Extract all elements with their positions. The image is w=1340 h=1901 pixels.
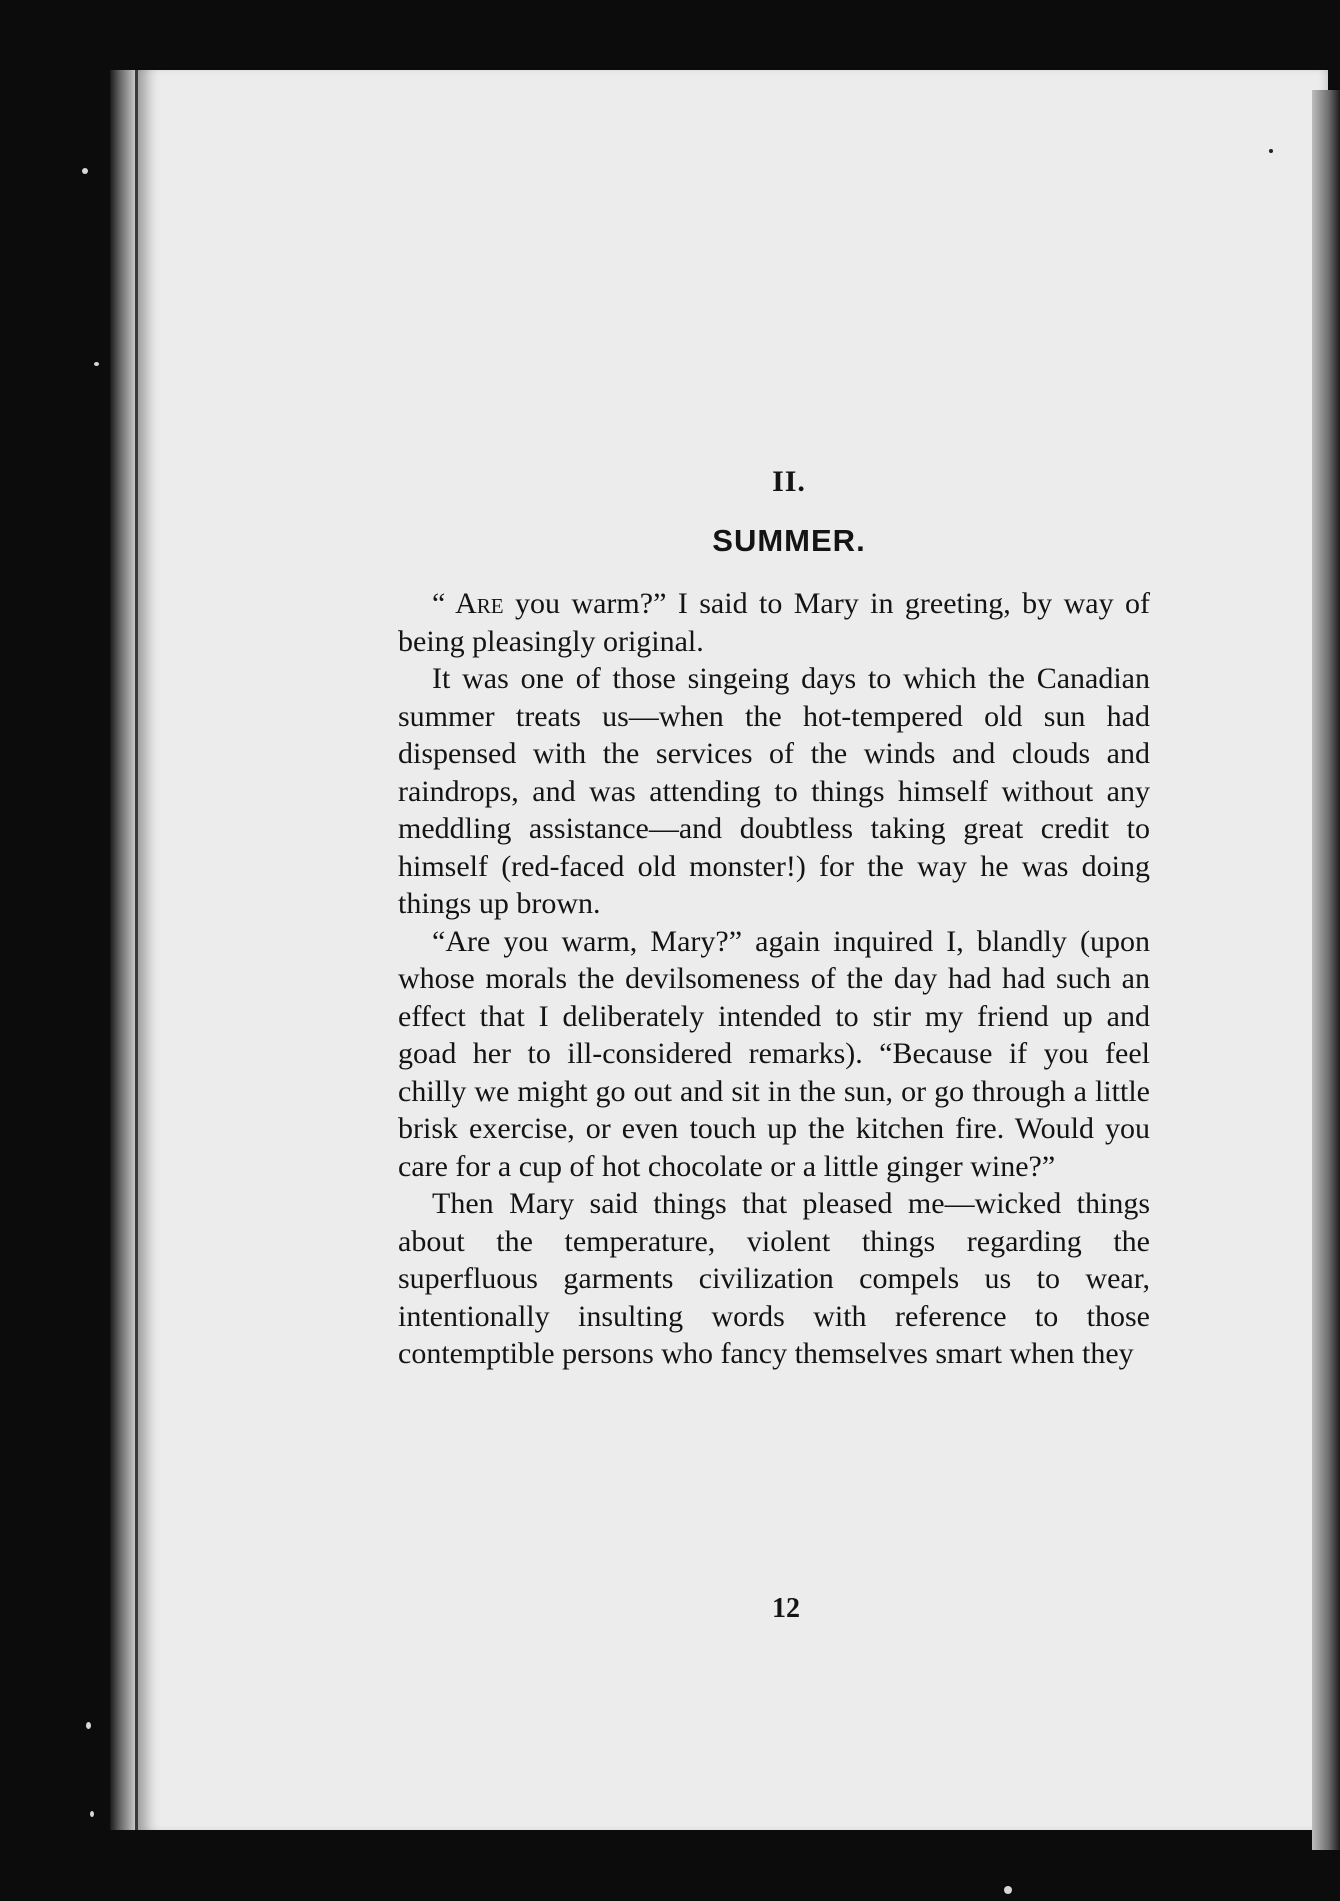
page-number: 12 [772,1593,800,1624]
book-binding-edge [110,70,136,1830]
scan-speck [86,1722,91,1729]
paragraph-4 [398,1185,1150,1373]
paragraph-1 [398,585,1150,660]
chapter-number: II. [772,465,806,498]
scan-speck [82,168,88,174]
paragraph-2 [398,660,1150,923]
paragraph-1-lead: “ Are [432,587,504,620]
page-right-edge [1312,90,1340,1850]
page-text [398,465,1150,1373]
scan-speck [94,362,99,366]
scan-speck [1004,1886,1012,1894]
scan-speck [90,1811,94,1817]
paragraph-3 [398,923,1150,1186]
paragraph-4-text: Then Mary said things that pleased me—wicked things about the temperature, violent things regarding the superfluous garments civilization compels us to wear, intentionally insulting words with reference to those contemptible persons who fancy themselves smart when they [398,1187,1150,1370]
paragraph-1-text: you warm?” I said to Mary in greeting, by way of being pleasingly original. [398,587,1150,658]
scan-speck [1269,149,1273,153]
paragraph-2-text: It was one of those singeing days to which the Canadian summer treats us—when the hot-tempered old sun had dispensed with the services of the winds and clouds and raindrops, and was attending to things himself without any meddling assistance—and doubtless taking great credit to himself (red-faced old monster!) for the way he was doing things up brown. [398,662,1150,920]
chapter-title: SUMMER. [712,523,866,558]
paragraph-3-text: “Are you warm, Mary?” again inquired I, blandly (upon whose morals the devilsomeness of the day had had such an effect that I deliberately intended to stir my friend up and goad her to ill-considered remarks). “Because if you feel chilly we might go out and sit in the sun, or go through a little brisk exercise, or even touch up the kitchen fire. Would you care for a cup of hot chocolate or a little ginger wine?” [398,924,1150,1183]
